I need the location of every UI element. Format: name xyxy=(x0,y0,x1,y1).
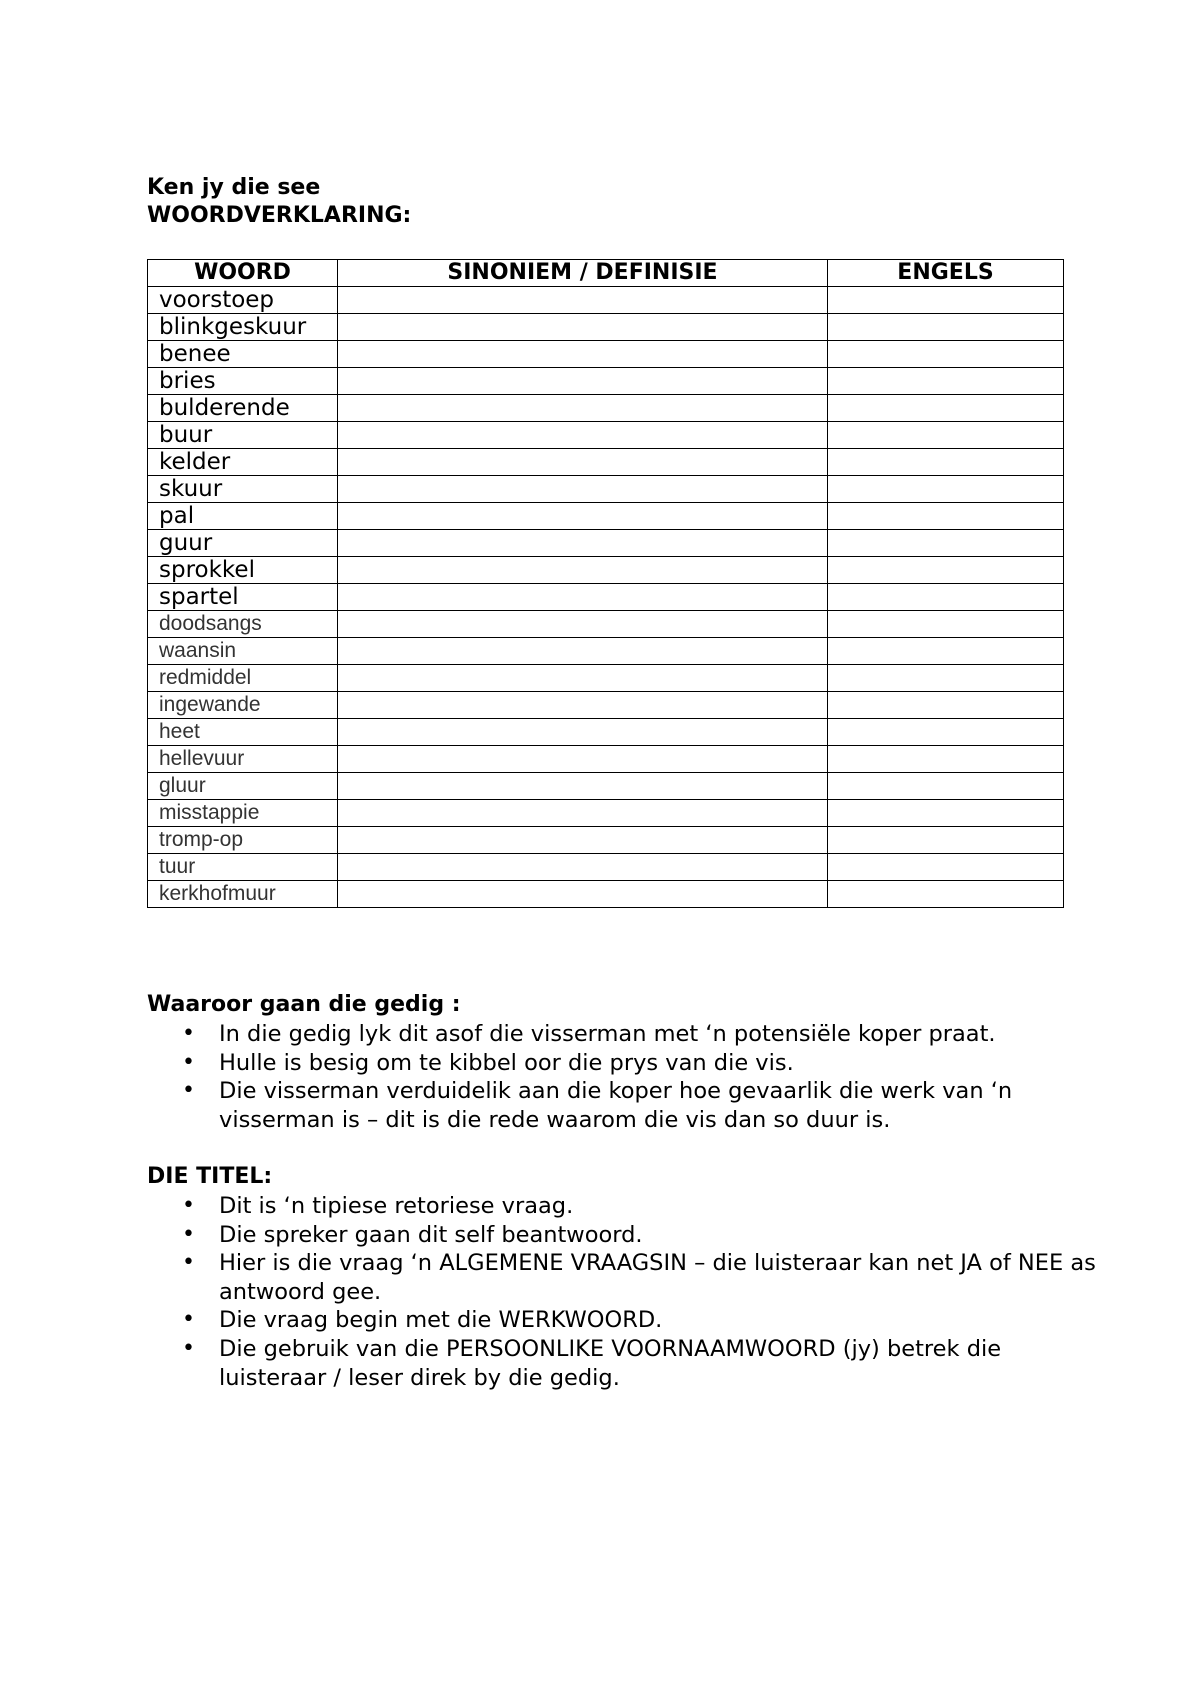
definition-cell[interactable] xyxy=(338,638,828,665)
definition-cell[interactable] xyxy=(338,854,828,881)
definition-cell[interactable] xyxy=(338,692,828,719)
document-title: Ken jy die see xyxy=(147,175,321,200)
definition-cell[interactable] xyxy=(338,476,828,503)
table-row xyxy=(148,341,1064,368)
table-row xyxy=(148,854,1064,881)
definition-cell[interactable] xyxy=(338,287,828,314)
table-row xyxy=(148,611,1064,638)
word-cell: buur xyxy=(148,422,338,449)
bullet-icon: • xyxy=(182,1193,195,1218)
list-item: • Die gebruik van die PERSOONLIKE VOORNAAMWOORD (jy) betrek die luisteraar / leser direk by die gedig. xyxy=(182,1335,1002,1391)
table-row xyxy=(148,881,1064,908)
definition-cell[interactable] xyxy=(338,557,828,584)
word-cell: benee xyxy=(148,341,338,368)
table-row xyxy=(148,503,1064,530)
english-cell[interactable] xyxy=(828,584,1064,611)
english-cell[interactable] xyxy=(828,557,1064,584)
word-cell: tromp-op xyxy=(148,827,338,854)
definition-cell[interactable] xyxy=(338,530,828,557)
english-cell[interactable] xyxy=(828,665,1064,692)
word-cell: pal xyxy=(148,503,338,530)
definition-cell[interactable] xyxy=(338,341,828,368)
table-row xyxy=(148,449,1064,476)
list-item: • Die vraag begin met die WERKWOORD. xyxy=(182,1307,663,1334)
english-cell[interactable] xyxy=(828,827,1064,854)
word-cell: voorstoep xyxy=(148,287,338,314)
table-row xyxy=(148,422,1064,449)
vocabulary-table xyxy=(147,259,1064,908)
word-cell: redmiddel xyxy=(148,665,338,692)
column-header-woord: WOORD xyxy=(148,260,338,287)
bullet-list-waaroor xyxy=(147,1020,1097,1134)
english-cell[interactable] xyxy=(828,773,1064,800)
word-cell: misstappie xyxy=(148,800,338,827)
word-cell: doodsangs xyxy=(148,611,338,638)
english-cell[interactable] xyxy=(828,881,1064,908)
english-cell[interactable] xyxy=(828,368,1064,395)
definition-cell[interactable] xyxy=(338,719,828,746)
word-cell: kerkhofmuur xyxy=(148,881,338,908)
list-item: • Hier is die vraag ‘n ALGEMENE VRAAGSIN – die luisteraar kan net JA of NEE as antwoord gee. xyxy=(182,1250,1096,1305)
word-cell: skuur xyxy=(148,476,338,503)
english-cell[interactable] xyxy=(828,314,1064,341)
definition-cell[interactable] xyxy=(338,503,828,530)
english-cell[interactable] xyxy=(828,800,1064,827)
table-row xyxy=(148,746,1064,773)
table-row xyxy=(148,800,1064,827)
definition-cell[interactable] xyxy=(338,368,828,395)
definition-cell[interactable] xyxy=(338,665,828,692)
english-cell[interactable] xyxy=(828,746,1064,773)
section-title-die-titel: DIE TITEL: xyxy=(147,1164,273,1189)
english-cell[interactable] xyxy=(828,449,1064,476)
bullet-icon: • xyxy=(182,1221,195,1247)
table-row xyxy=(148,665,1064,692)
column-header-engels: ENGELS xyxy=(828,260,1064,287)
definition-cell[interactable] xyxy=(338,449,828,476)
table-row xyxy=(148,530,1064,557)
list-item: • In die gedig lyk dit asof die visserman met ‘n potensiële koper praat. xyxy=(182,1021,996,1047)
definition-cell[interactable] xyxy=(338,827,828,854)
word-cell: sprokkel xyxy=(148,557,338,584)
table-row xyxy=(148,368,1064,395)
english-cell[interactable] xyxy=(828,287,1064,314)
table-row xyxy=(148,476,1064,503)
word-cell: bulderende xyxy=(148,395,338,422)
word-cell: kelder xyxy=(148,449,338,476)
english-cell[interactable] xyxy=(828,476,1064,503)
english-cell[interactable] xyxy=(828,395,1064,422)
section-title-waaroor: Waaroor gaan die gedig : xyxy=(147,992,461,1017)
word-cell: guur xyxy=(148,530,338,557)
word-cell: ingewande xyxy=(148,692,338,719)
column-header-sinoniem: SINONIEM / DEFINISIE xyxy=(338,260,828,287)
word-cell: blinkgeskuur xyxy=(148,314,338,341)
english-cell[interactable] xyxy=(828,638,1064,665)
table-row xyxy=(148,314,1064,341)
bullet-list-die-titel xyxy=(147,1192,1097,1392)
definition-cell[interactable] xyxy=(338,611,828,638)
word-cell: bries xyxy=(148,368,338,395)
english-cell[interactable] xyxy=(828,611,1064,638)
definition-cell[interactable] xyxy=(338,746,828,773)
english-cell[interactable] xyxy=(828,422,1064,449)
english-cell[interactable] xyxy=(828,719,1064,746)
word-cell: hellevuur xyxy=(148,746,338,773)
table-header-row xyxy=(148,260,1064,287)
table-row xyxy=(148,287,1064,314)
english-cell[interactable] xyxy=(828,503,1064,530)
bullet-icon: • xyxy=(182,1049,195,1075)
word-cell: spartel xyxy=(148,584,338,611)
table-row xyxy=(148,773,1064,800)
word-cell: tuur xyxy=(148,854,338,881)
table-row xyxy=(148,584,1064,611)
table-row xyxy=(148,557,1064,584)
word-cell: gluur xyxy=(148,773,338,800)
bullet-icon: • xyxy=(182,1307,195,1333)
table-row xyxy=(148,827,1064,854)
table-row xyxy=(148,692,1064,719)
list-item: • Die visserman verduidelik aan die koper hoe gevaarlik die werk van ‘n visserman is – dit is die rede waarom die vis dan so duur is. xyxy=(182,1078,1013,1133)
english-cell[interactable] xyxy=(828,692,1064,719)
english-cell[interactable] xyxy=(828,530,1064,557)
table-row xyxy=(148,638,1064,665)
word-cell: heet xyxy=(148,719,338,746)
table-row xyxy=(148,719,1064,746)
list-item: • Hulle is besig om te kibbel oor die prys van die vis. xyxy=(182,1049,794,1076)
english-cell[interactable] xyxy=(828,854,1064,881)
definition-cell[interactable] xyxy=(338,422,828,449)
bullet-icon: • xyxy=(182,1335,195,1361)
definition-cell[interactable] xyxy=(338,314,828,341)
list-item: • Die spreker gaan dit self beantwoord. xyxy=(182,1221,643,1248)
section-heading-woordverklaring: WOORDVERKLARING: xyxy=(147,203,412,228)
definition-cell[interactable] xyxy=(338,800,828,827)
definition-cell[interactable] xyxy=(338,773,828,800)
definition-cell[interactable] xyxy=(338,881,828,908)
table-row xyxy=(148,395,1064,422)
bullet-icon: • xyxy=(182,1250,195,1276)
english-cell[interactable] xyxy=(828,341,1064,368)
bullet-icon: • xyxy=(182,1078,195,1104)
list-item: • Dit is ‘n tipiese retoriese vraag. xyxy=(182,1193,574,1219)
definition-cell[interactable] xyxy=(338,395,828,422)
bullet-icon: • xyxy=(182,1021,195,1046)
word-cell: waansin xyxy=(148,638,338,665)
definition-cell[interactable] xyxy=(338,584,828,611)
